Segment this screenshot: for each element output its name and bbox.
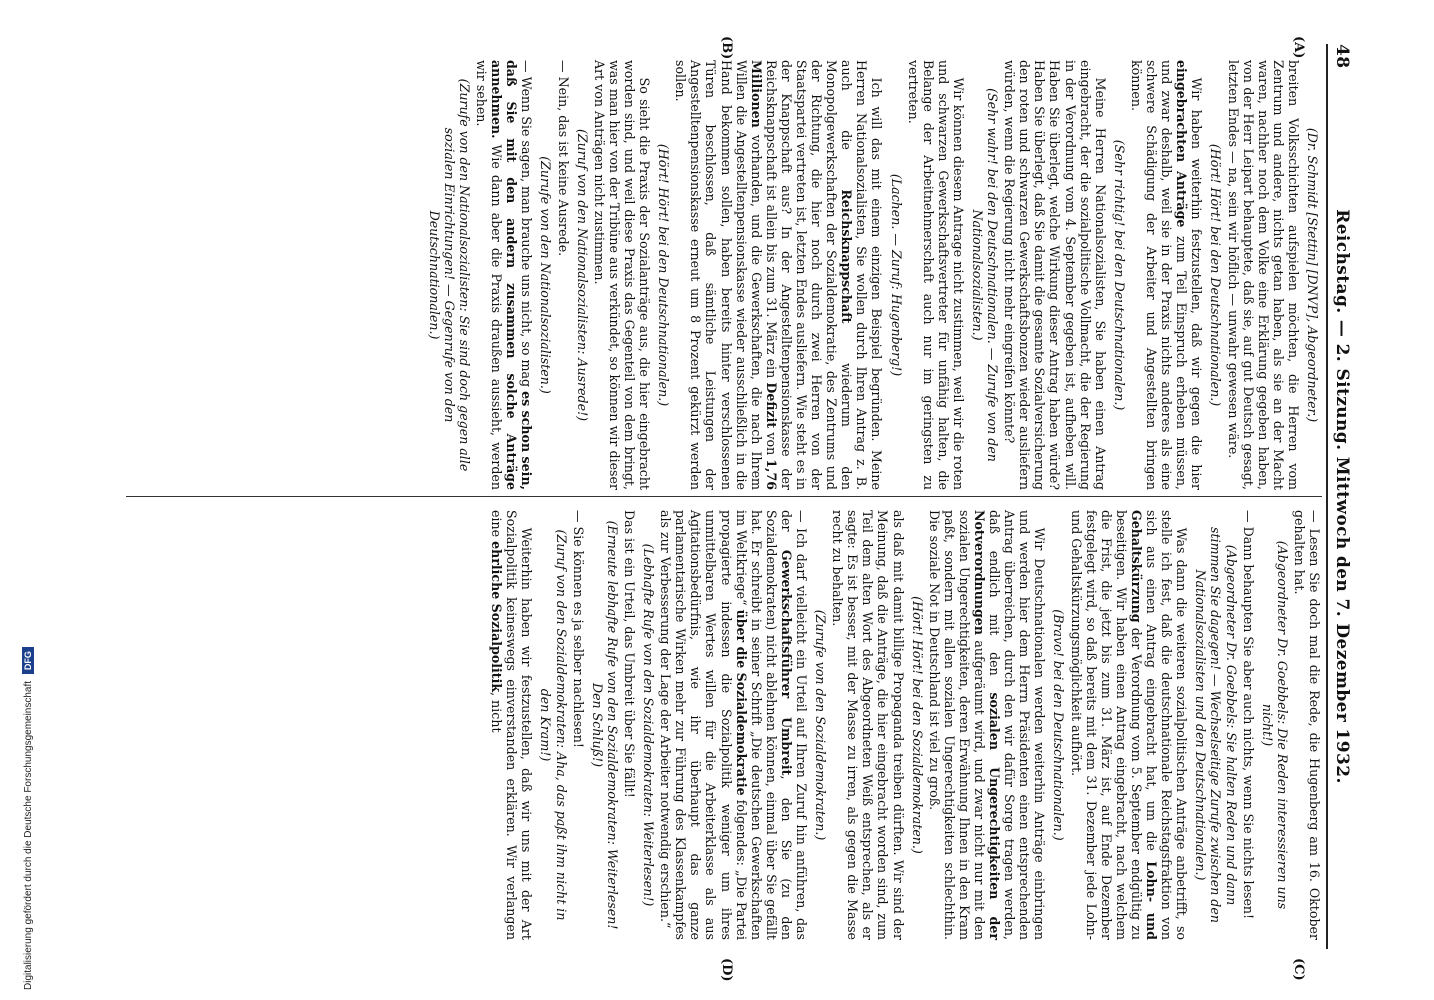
interjection: (Zuruf von den Sozialdemokraten: Aha, das paßt ihm nicht in den Kram!): [538, 529, 569, 921]
paragraph: Das ist ein Urteil, das Umbreit über Sie fällt!: [621, 510, 637, 798]
paragraph: — Dann behaupten Sie aber auch nichts, wenn Sie nichts lesen!: [1240, 510, 1256, 920]
margin-marker-d: (D): [719, 958, 734, 982]
paragraph: Ich will das mit einem einzigen Beispiel begründen. Meine Herren Nationalsozialisten, Sie wollen durch Ihren Antrag z. B. auch die Reichsknappschaft wiederum den Monopolgewerkschaften der Sozialdemokratie, des Zentrums und der Richtung, die hier noch durch zwei Herren von der Staatspartei vertreten ist, letzten Endes ausliefern. Wie steht es in der Knappschaft aus? In der Angestelltenpensionskasse der Reichsknappschaft ist allein bis zum 31. März ein Defizit von 1,76 Millionen vorhanden, und die Gewerkschaften, die nach Ihrem Willen die Angestelltenpensionskasse wieder ausschließlich in die Hand bekommen sollen, haben bereits hinter verschlossenen Türen beschlossen, daß sämtliche Leistungen der Angestelltenpensionskasse erneut um 8 Prozent gekürzt werden sollen.: [673, 60, 885, 490]
emphasis: Reichsknappschaft: [839, 189, 855, 324]
margin-marker-b: (B): [719, 36, 734, 60]
paragraph: Wir können diesem Antrage nicht zustimmen, weil wir die roten und schwarzen Gewerkschaftsvertreter für unfähig halten, die Belange der Arbeitnehmerschaft auch nur im geringsten zu vertreten.: [905, 60, 966, 490]
interjection: (Sehr wahr! bei den Deutschnationalen. — Zurufe von den Nationalsozialisten.): [970, 88, 1001, 462]
digitization-credit: [22, 647, 34, 990]
dfg-logo: DFG: [22, 647, 34, 674]
emphasis: Gewerkschaftsführer Umbreit: [778, 549, 794, 776]
paragraph: Meine Herren Nationalsozialisten, Sie haben einen Antrag eingebracht, der die sozialpolitische Vollmacht, die der Regierung in der Verordnung vom 4. September gegeben ist, aufheben will. Haben Sie überlegt, welche Wirkung dieser Antrag haben würde? Haben Sie überlegt, daß Sie damit die gesamte Sozialversicherung den roten und schwarzen Gewerkschaftsbonzen wieder ausliefern würden, wenn die Regierung nicht mehr eingreifen könnte?: [1002, 60, 1108, 490]
interjection: (Bravo! bei den Deutschnationalen.): [1051, 609, 1067, 841]
credit-sidebar: [0, 0, 34, 1000]
speaker-line: (Dr. Schmidt [Stettin] [DNVP], Abgeordneter.): [1305, 127, 1320, 423]
paragraph: — Ich darf vielleicht ein Urteil auf Ihren Zuruf hin anführen, das der Gewerkschaftsführer Umbreit, den Sie (zu den Sozialdemokraten) nicht ablehnen können, einmal über Sie gefällt hat. Er schreibt in seiner Schrift „Die deutschen Gewerkschaften im Weltkriege“ über die Sozialdemokratie folgendes: „Die Partei propagierte indessen die Sozialpolitik weniger um ihres unmittelbaren Wertes willen für die Arbeiterklasse als aus Agitationsbedürfnis, wie ihr überhaupt das ganze parlamentarische Wirken mehr zur Führung des Klassenkampfes als zur Verbesserung der Lage der Arbeiter notwendig erschien.“: [658, 510, 809, 940]
interjection: (Erneute lebhafte Rufe von den Sozialdemokraten: Weiterlesen! Den Schluß!): [589, 520, 620, 930]
emphasis: eingebrachten Anträge: [1174, 60, 1190, 228]
interjection: (Hört! Hört! bei den Deutschnationalen.): [656, 143, 672, 407]
paragraph: Wir haben weiterhin festzustellen, daß wir gegen die hier eingebrachten Anträge zum Teil Einspruch erheben müssen, und zwar deshalb, weil sie in der Praxis nichts anderes als eine schwere Schädigung der Arbeiter und Angestellten bringen können.: [1128, 60, 1205, 490]
paragraph: Weiterhin haben wir festzustellen, daß wir uns mit der Art Sozialpolitik keineswegs einverstanden erklären. Wir verlangen eine ehrliche Sozialpolitik, nicht: [489, 510, 535, 940]
running-title: Reichstag. — 2. Sitzung. Mittwoch den 7. Dezember 1932.: [1332, 209, 1352, 784]
page-number: 48: [1332, 44, 1352, 69]
margin-marker-a: (A): [1291, 36, 1306, 59]
interjection: (Hört! Hört! bei den Deutschnationalen.): [1208, 143, 1224, 407]
interjection: (Zurufe von den Nationalsozialisten: Sie sind doch gegen alle sozialen Einrichtungen! — Gegenrufe von den Deutschnationalen.): [426, 78, 473, 472]
page-header: [1328, 44, 1352, 949]
emphasis: 1,76 Millionen: [748, 60, 779, 490]
interjection: (Zurufe von den Sozialdemokraten.): [813, 609, 829, 841]
paragraph: — Wenn Sie sagen, man brauche uns nicht, so mag es schon sein, daß Sie mit den andern zusammen solche Anträge annehmen. Wie dann aber die Praxis draußen aussieht, werden wir sehen.: [474, 60, 535, 490]
interjection: (Zuruf von den Nationalsozialisten: Ausrede!): [574, 128, 590, 422]
emphasis: Defizit: [763, 382, 779, 429]
credit-text: Digitalisierung gefördert durch die Deutsche Forschungsgemeinschaft: [23, 680, 34, 990]
column-divider: [126, 496, 1322, 497]
interjection: (Zurufe von den Nationalsozialisten.): [538, 156, 554, 394]
left-column: [423, 60, 1322, 490]
paragraph: So sieht die Praxis der Sozialanträge aus, die hier eingebracht worden sind, und weil diese Praxis das Gegenteil von dem bringt, was man hier von der Tribüne aus verkündet, so können wir dieser Art von Anträgen nicht zustimmen.: [591, 60, 653, 490]
emphasis: über die Sozialdemokratie: [733, 609, 749, 796]
paragraph: als daß mit damit billige Propaganda treiben dürften. Wir sind der Meinung, daß die Anträge, die hier eingebracht worden sind, zum Teil dem alten Wort des Abgeordneten Weiß entsprechen, als er sagte: Es ist besser, mit der Masse zu irren, als gegen die Masse recht zu behalten.: [830, 510, 906, 940]
interjection: (Abgeordneter Dr. Goebbels: Sie halten Reden und dann stimmen Sie dagegen! — Wechselseitige Zurufe zwischen den Nationalsozialisten und den Deutschnationalen.): [1193, 527, 1239, 923]
paragraph: Was dann die weiteren sozialpolitischen Anträge anbetrifft, so stelle ich fest, daß die deutschnationale Reichstagsfraktion von sich aus einen Antrag eingebracht hat, um die Lohn- und Gehaltskürzung der Verordnung vom 5. September endgültig zu beseitigen. Wir haben einen Antrag eingebracht, nach welchem die Frist, die jetzt bis zum 31. März ist, auf Ende Dezember festgelegt wird, so daß bereits mit dem 31. Dezember jede Lohn- und Gehaltskürzungsmöglichkeit aufhört.: [1068, 510, 1190, 940]
paragraph: — Sie können es ja selber nachlesen!: [570, 510, 586, 748]
margin-marker-c: (C): [1291, 958, 1306, 981]
paragraph: — Nein, das ist keine Ausrede.: [555, 60, 571, 257]
header-rule: [1326, 44, 1328, 949]
interjection: (Abgeordneter Dr. Goebbels: Die Reden interessieren uns nicht!): [1259, 540, 1290, 910]
interjection: (Lebhafte Rufe von den Sozialdemokraten: Weiterlesen!): [641, 543, 657, 907]
emphasis: Lohn- und Gehaltskürzung: [1128, 510, 1160, 940]
interjection: (Lachen. — Zuruf: Hugenberg!): [888, 173, 904, 377]
emphasis: es schon sein, daß Sie mit den andern zusammen solche Anträge annehmen.: [489, 60, 535, 490]
right-column: [487, 510, 1322, 940]
emphasis: ehrliche Sozialpolitik: [489, 541, 505, 693]
interjection: (Hört! Hört! bei den Sozialdemokraten.): [909, 596, 925, 854]
paragraph: Wir Deutschnationalen werden weiterhin Anträge einbringen und werden hier dem Herrn Präsidenten einen entsprechenden Antrag überreichen, durch den wir dafür Sorge tragen werden, daß endlich mit den sozialen Ungerechtigkeiten der Notverordnungen aufgeräumt wird, und zwar nicht nur mit den sozialen Ungerechtigkeiten, deren Erwähnung Ihnen in den Kram paßt, sondern mit allen sozialen Ungerechtigkeiten schlechthin. Die soziale Not in Deutschland ist viel zu groß.: [926, 510, 1048, 941]
emphasis: sozialen Ungerechtigkeiten der Notverordnungen: [972, 510, 1003, 941]
paragraph: — Lesen Sie doch mal die Rede, die Hugenberg am 16. Oktober gehalten hat.: [1291, 510, 1322, 940]
paragraph: breiten Volksschichten aufspielen möchten, die Herren vom Zentrum und andere, nichts getan haben, als sie an der Macht waren, nachher noch dem Volke eine Erklärung gegeben haben, von der Herr Leipart behauptete, daß sie, auf gut Deutsch gesagt, letzten Endes — na, sein wir höflich — unwahr gewesen wäre.: [1225, 60, 1301, 490]
interjection: (Sehr richtig! bei den Deutschnationalen.): [1111, 139, 1127, 411]
